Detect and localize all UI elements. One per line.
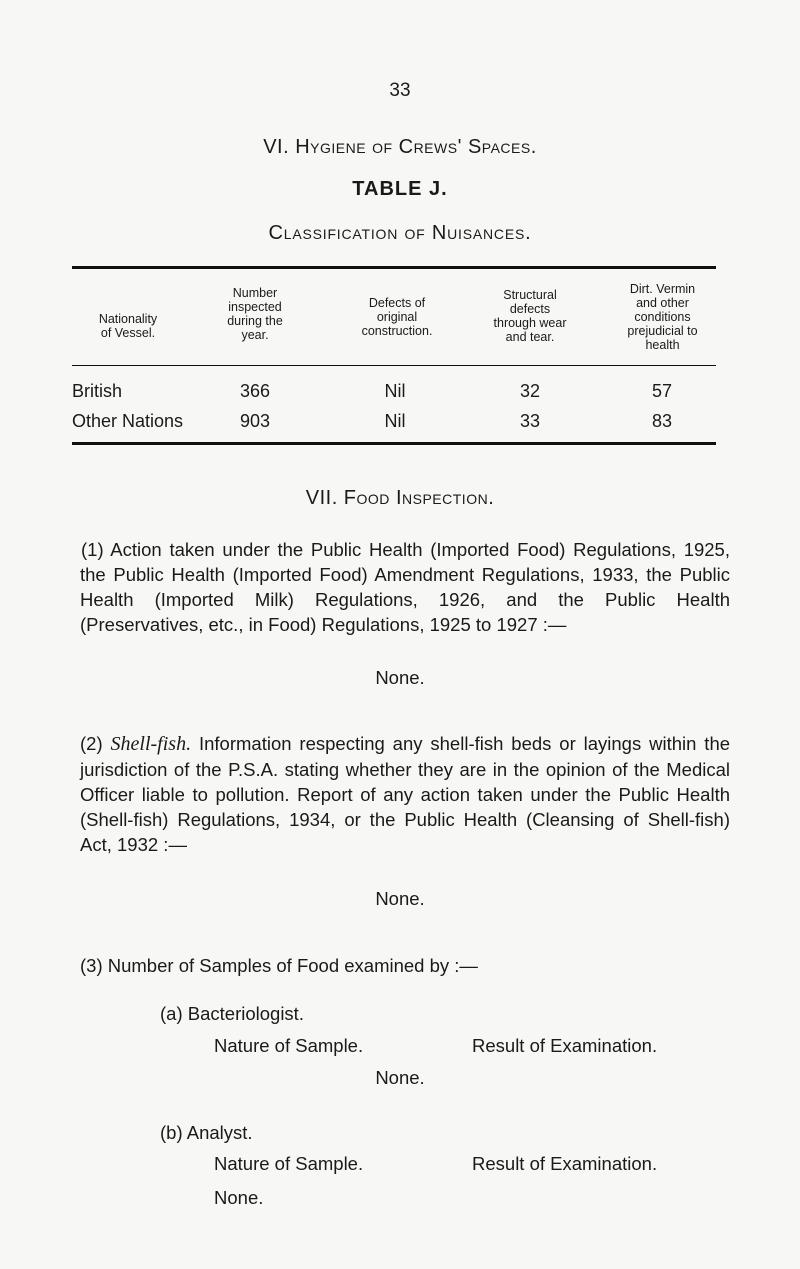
- paragraph-item-1: (1) Action taken under the Public Health (Imported Food) Regulations, 1925, the Public Health (Imported Food) Amendment Regulations, 1933, the Public Health (Imported Milk) Regulations, 1926, and the Public Health (Preservatives, etc., in Food) Regulations, 1925 to 1927 :—: [80, 539, 730, 635]
- sub-item-a-col-result: Result of Examination.: [472, 1035, 658, 1056]
- item-1-result: None.: [375, 667, 425, 688]
- section-heading-food-inspection: VII. Food Inspection.: [305, 487, 495, 509]
- sub-item-b-label: Analyst.: [186, 1122, 253, 1143]
- item-2-result: None.: [375, 888, 425, 909]
- table-cell: 903: [239, 411, 271, 431]
- table-cell: Nil: [384, 411, 406, 431]
- table-subtitle: Classification of Nuisances.: [268, 222, 532, 244]
- sub-item-b-result: None.: [214, 1187, 264, 1208]
- sub-item-a: [160, 1003, 304, 1025]
- item-2-heading: Shell-fish.: [110, 733, 192, 755]
- section-heading-hygiene: VI. Hygiene of Crews' Spaces.: [263, 136, 537, 158]
- table-cell: British: [72, 381, 123, 401]
- table-bottom-rule: [72, 442, 716, 445]
- sub-item-a-result: None.: [375, 1067, 425, 1088]
- sub-item-b: [160, 1122, 253, 1144]
- sub-item-b-col-result: Result of Examination.: [472, 1153, 658, 1174]
- header-number-inspected: Number inspected during the year.: [227, 286, 283, 342]
- table-cell: 83: [651, 411, 673, 431]
- table-title: TABLE J.: [352, 178, 448, 200]
- item-2-text: Information respecting any shell-fish beds or layings within the jurisdiction of the P.S.A. stating whether they are in the opinion of the Medical Officer liable to pollution. Report of any action taken under the Public Health (Shell-fish) Regulations, 1934, or the Public Health (Cleansing of Shell-fish) Act, 1932 :—: [80, 733, 731, 855]
- paragraph-item-2: [80, 731, 730, 857]
- item-2-number: (2): [80, 733, 103, 754]
- sub-item-b-col-nature: Nature of Sample.: [214, 1153, 364, 1174]
- item-3-heading: (3) Number of Samples of Food examined by :—: [80, 955, 478, 976]
- header-dirt-vermin: Dirt. Vermin and other conditions prejudicial to health: [627, 282, 698, 352]
- table-top-rule: [72, 266, 716, 269]
- table-cell: Nil: [384, 381, 406, 401]
- table-header-rule: [72, 365, 716, 366]
- table-cell: Other Nations: [72, 411, 184, 431]
- sub-item-b-marker: (b): [160, 1122, 183, 1143]
- table-cell: 57: [651, 381, 673, 401]
- table-cell: 33: [519, 411, 541, 431]
- sub-item-a-label: Bacteriologist.: [187, 1003, 304, 1024]
- sub-item-a-col-nature: Nature of Sample.: [214, 1035, 364, 1056]
- header-original-construction: Defects of original construction.: [361, 296, 433, 338]
- header-structural-defects: Structural defects through wear and tear.: [493, 288, 567, 344]
- sub-item-a-marker: (a): [160, 1003, 183, 1024]
- header-nationality: Nationality of Vessel.: [98, 312, 158, 340]
- page-number: 33: [389, 80, 411, 101]
- table-cell: 32: [519, 381, 541, 401]
- table-cell: 366: [239, 381, 271, 401]
